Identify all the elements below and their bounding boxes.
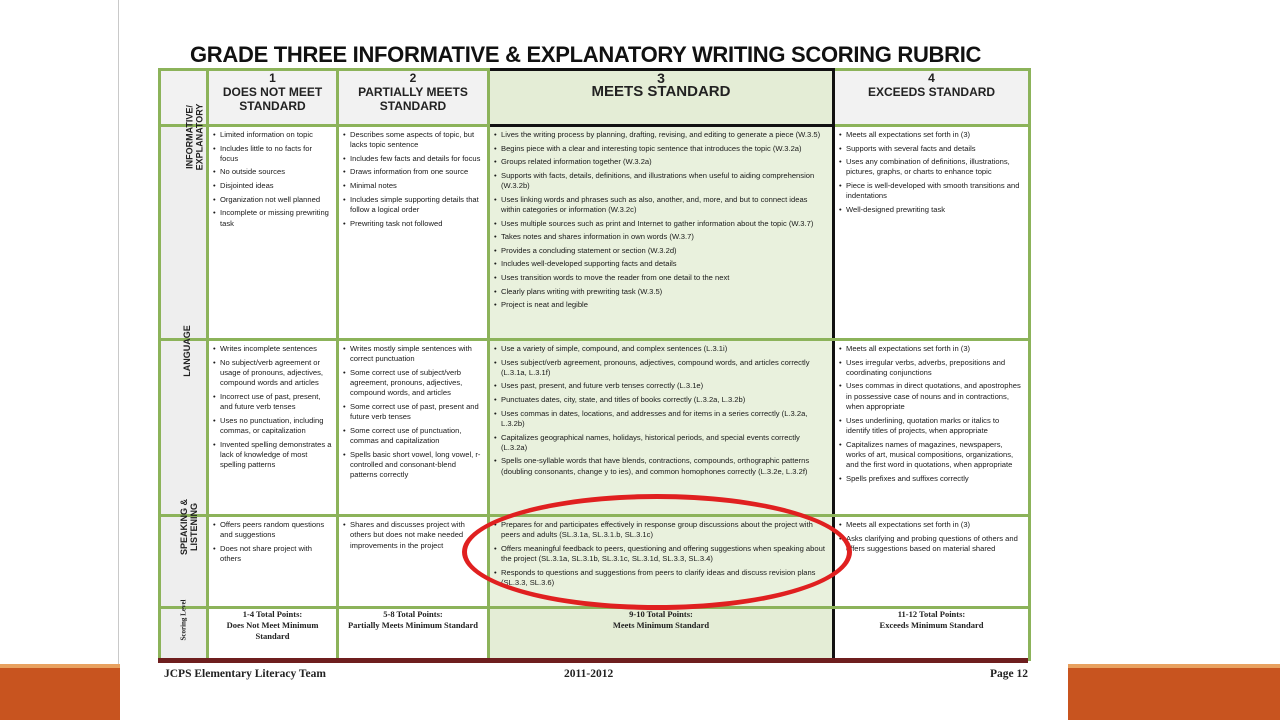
rubric-cell (489, 516, 834, 608)
rubric-bullet-item: • Uses irregular verbs, adverbs, prepositions and coordinating conjunctions (839, 358, 1024, 379)
row-label: LANGUAGE (181, 325, 192, 377)
rubric-bullet-item: • Does not share project with others (213, 544, 332, 565)
rubric-bullet-item: • Uses multiple sources such as print and Internet to gather information about the topic (W.3.7) (494, 219, 828, 229)
column-label: PARTIALLY MEETS STANDARD (358, 85, 468, 113)
rubric-bullet-item: • Use a variety of simple, compound, and complex sentences (L.3.1i) (494, 344, 828, 354)
rubric-cell (338, 516, 489, 608)
rubric-bullet-item: • Piece is well-developed with smooth transitions and indentations (839, 181, 1024, 202)
rubric-cell (834, 516, 1030, 608)
column-label: DOES NOT MEET STANDARD (222, 85, 323, 113)
rubric-bullet-item: • Uses commas in dates, locations, and addresses and for items in a series correctly (L.3.2a, L.3.2b) (494, 409, 828, 430)
rubric-bullet-item: • Uses underlining, quotation marks or italics to identify titles of projects, when appropriate (839, 416, 1024, 437)
row-label: INFORMATIVE/ EXPLANATORY (184, 103, 205, 171)
column-number: 4 (928, 71, 935, 85)
rubric-bullet-item: • Uses no punctuation, including commas, or capitalization (213, 416, 332, 437)
document-footer (164, 668, 1028, 684)
rubric-bullet-item: • Invented spelling demonstrates a lack of knowledge of most spelling patterns (213, 440, 332, 471)
score-description: Does Not Meet Minimum Standard (226, 620, 319, 641)
rubric-cell (338, 126, 489, 340)
rubric-bullet-item: • Incomplete or missing prewriting task (213, 208, 332, 229)
scoring-level-label-cell (160, 599, 208, 660)
column-header-2 (338, 70, 489, 126)
slide-corner-decoration-left (0, 664, 120, 720)
rubric-bullet-item: • No subject/verb agreement or usage of pronouns, adjectives, compound words and articles (213, 358, 332, 389)
rubric-bullet-item: • Responds to questions and suggestions from peers to clarify ideas and discuss revision plans (SL.3.3, SL.3.6) (494, 568, 828, 589)
rubric-document (150, 38, 1040, 688)
column-header-1 (208, 70, 338, 126)
rubric-bullet-item: • Capitalizes names of magazines, newspapers, works of art, musical compositions, organizations, and the first word in quotations, when appropriate (839, 440, 1024, 471)
rubric-bullet-item: • Includes simple supporting details that follow a logical order (343, 195, 483, 216)
rubric-bullet-item: • Uses commas in direct quotations, and apostrophes in possessive case of nouns and in contractions, when appropriate (839, 381, 1024, 412)
score-description: Meets Minimum Standard (612, 620, 710, 630)
column-label: MEETS STANDARD (591, 83, 731, 100)
score-description: Partially Meets Minimum Standard (347, 620, 479, 630)
rubric-bullet-item: • Capitalizes geographical names, holidays, historical periods, and special events correctly (L.3.2a) (494, 433, 828, 454)
scoring-level-label: Scoring Level (179, 599, 188, 641)
footer-team: JCPS Elementary Literacy Team (164, 668, 326, 680)
slide-corner-accent-right (1068, 664, 1280, 668)
column-number: 3 (657, 70, 665, 86)
rubric-bullet-item: • Well-designed prewriting task (839, 205, 1024, 215)
score-points: 11-12 Total Points: (897, 609, 966, 619)
rubric-bullet-item: • Describes some aspects of topic, but lacks topic sentence (343, 130, 483, 151)
rubric-row-speaking-listening (160, 516, 1030, 608)
rubric-bullet-item: • Clearly plans writing with prewriting task (W.3.5) (494, 287, 828, 297)
rubric-bullet-item: • Groups related information together (W.3.2a) (494, 157, 828, 167)
rubric-bullet-item: • Takes notes and shares information in own words (W.3.7) (494, 232, 828, 242)
score-description: Exceeds Minimum Standard (879, 620, 984, 630)
rubric-bullet-item: • Includes well-developed supporting facts and details (494, 259, 828, 269)
rubric-cell (338, 340, 489, 516)
rubric-bullet-item: • Spells one-syllable words that have blends, contractions, compounds, orthographic patterns (doubling consonants, change y to ies), and common homophones correctly (L.3.2e, L.3.2f) (494, 456, 828, 477)
rubric-bullet-item: • Includes little to no facts for focus (213, 144, 332, 165)
rubric-bullet-item: • Some correct use of punctuation, commas and capitalization (343, 426, 483, 447)
rubric-bullet-item: • Some correct use of past, present and future verb tenses (343, 402, 483, 423)
row-label: SPEAKING & LISTENING (179, 498, 200, 556)
rubric-cell (489, 340, 834, 516)
rubric-bullet-item: • Incorrect use of past, present, and future verb tenses (213, 392, 332, 413)
footer-year: 2011-2012 (564, 668, 614, 680)
rubric-bullet-item: • Begins piece with a clear and interesting topic sentence that introduces the topic (W.3.2a) (494, 144, 828, 154)
rubric-bullet-item: • Spells prefixes and suffixes correctly (839, 474, 1024, 484)
score-points: 9-10 Total Points: (629, 609, 693, 619)
footer-page-number: Page 12 (989, 668, 1028, 680)
scoring-level-3 (489, 608, 834, 660)
rubric-bullet-item: • Offers peers random questions and suggestions (213, 520, 332, 541)
rubric-bullet-item: • Prewriting task not followed (343, 219, 483, 229)
scoring-level-4 (834, 608, 1030, 660)
rubric-bullet-item: • Uses any combination of definitions, illustrations, pictures, graphs, or charts to enhance topic (839, 157, 1024, 178)
rubric-bullet-item: • Writes incomplete sentences (213, 344, 332, 354)
rubric-cell (489, 126, 834, 340)
rubric-bullet-item: • Shares and discusses project with others but does not make needed improvements in the project (343, 520, 483, 551)
rubric-cell (208, 516, 338, 608)
row-label-cell (160, 103, 208, 340)
rubric-bullet-item: • Uses subject/verb agreement, pronouns, adjectives, compound words, and articles correctly (L.3.1a, L.3.1f) (494, 358, 828, 379)
slide-left-line (118, 0, 119, 720)
rubric-cell (834, 340, 1030, 516)
column-number: 1 (269, 71, 276, 85)
rubric-bullet-item: • Asks clarifying and probing questions of others and offers suggestions based on material shared (839, 534, 1024, 555)
scoring-level-2 (338, 608, 489, 660)
rubric-bullet-item: • Disjointed ideas (213, 181, 332, 191)
rubric-bullet-item: • Offers meaningful feedback to peers, questioning and offering suggestions when speaking about the project (SL.3.1a, SL.3.1b, SL.3.1c, SL.3.1d, SL.3.3, SL.3.4) (494, 544, 828, 565)
rubric-bullet-item: • Project is neat and legible (494, 300, 828, 310)
column-number: 2 (409, 71, 417, 85)
rubric-bullet-item: • Meets all expectations set forth in (3) (839, 130, 1024, 140)
rubric-bullet-item: • Supports with facts, details, definitions, and illustrations when useful to aiding comprehension (W.3.2b) (494, 171, 828, 192)
scoring-level-1 (208, 608, 338, 660)
rubric-bullet-item: • Minimal notes (343, 181, 483, 191)
rubric-cell (208, 126, 338, 340)
rubric-bullet-item: • No outside sources (213, 167, 332, 177)
rubric-bullet-item: • Prepares for and participates effectively in response group discussions about the project with peers and adults (SL.3.1a, SL.3.1.b, SL.3.1c) (494, 520, 828, 541)
rubric-row-informative (160, 126, 1030, 340)
row-label-cell (160, 498, 208, 608)
rubric-bullet-item: • Writes mostly simple sentences with correct punctuation (343, 344, 483, 365)
score-points: 1-4 Total Points: (242, 609, 303, 619)
document-title: GRADE THREE INFORMATIVE & EXPLANATORY WRITING SCORING RUBRIC (190, 42, 982, 67)
rubric-bullet-item: • Uses linking words and phrases such as also, another, and, more, and but to connect ideas within categories or information (W.3.2c) (494, 195, 828, 216)
row-label-cell (160, 325, 208, 516)
rubric-bullet-item: • Uses transition words to move the reader from one detail to the next (494, 273, 828, 283)
column-label: EXCEEDS STANDARD (867, 85, 996, 99)
footer-divider (158, 658, 1028, 663)
score-points: 5-8 Total Points: (383, 609, 443, 619)
column-header-3 (489, 70, 834, 126)
rubric-bullet-item: • Spells basic short vowel, long vowel, r-controlled and consonant-blend patterns correctly (343, 450, 483, 481)
scoring-level-row (160, 608, 1030, 660)
column-header-4 (834, 70, 1030, 126)
rubric-bullet-item: • Organization not well planned (213, 195, 332, 205)
rubric-bullet-item: • Punctuates dates, city, state, and titles of books correctly (L.3.2a, L.3.2b) (494, 395, 828, 405)
rubric-bullet-item: • Supports with several facts and details (839, 144, 1024, 154)
slide-corner-accent-left (0, 664, 120, 668)
rubric-bullet-item: • Uses past, present, and future verb tenses correctly (L.3.1e) (494, 381, 828, 391)
slide-corner-decoration-right (1068, 664, 1280, 720)
rubric-bullet-item: • Limited information on topic (213, 130, 332, 140)
rubric-bullet-item: • Includes few facts and details for focus (343, 154, 483, 164)
rubric-bullet-item: • Some correct use of subject/verb agreement, pronouns, adjectives, compound words, and articles (343, 368, 483, 399)
rubric-bullet-item: • Provides a concluding statement or section (W.3.2d) (494, 246, 828, 256)
rubric-bullet-item: • Meets all expectations set forth in (3) (839, 344, 1024, 354)
rubric-bullet-item: • Draws information from one source (343, 167, 483, 177)
rubric-bullet-item: • Meets all expectations set forth in (3) (839, 520, 1024, 530)
scoring-rubric-table (158, 68, 1031, 661)
header-row (160, 70, 1030, 126)
rubric-cell (834, 126, 1030, 340)
rubric-bullet-item: • Lives the writing process by planning, drafting, revising, and editing to generate a piece (W.3.5) (494, 130, 828, 140)
rubric-row-language (160, 340, 1030, 516)
rubric-cell (208, 340, 338, 516)
